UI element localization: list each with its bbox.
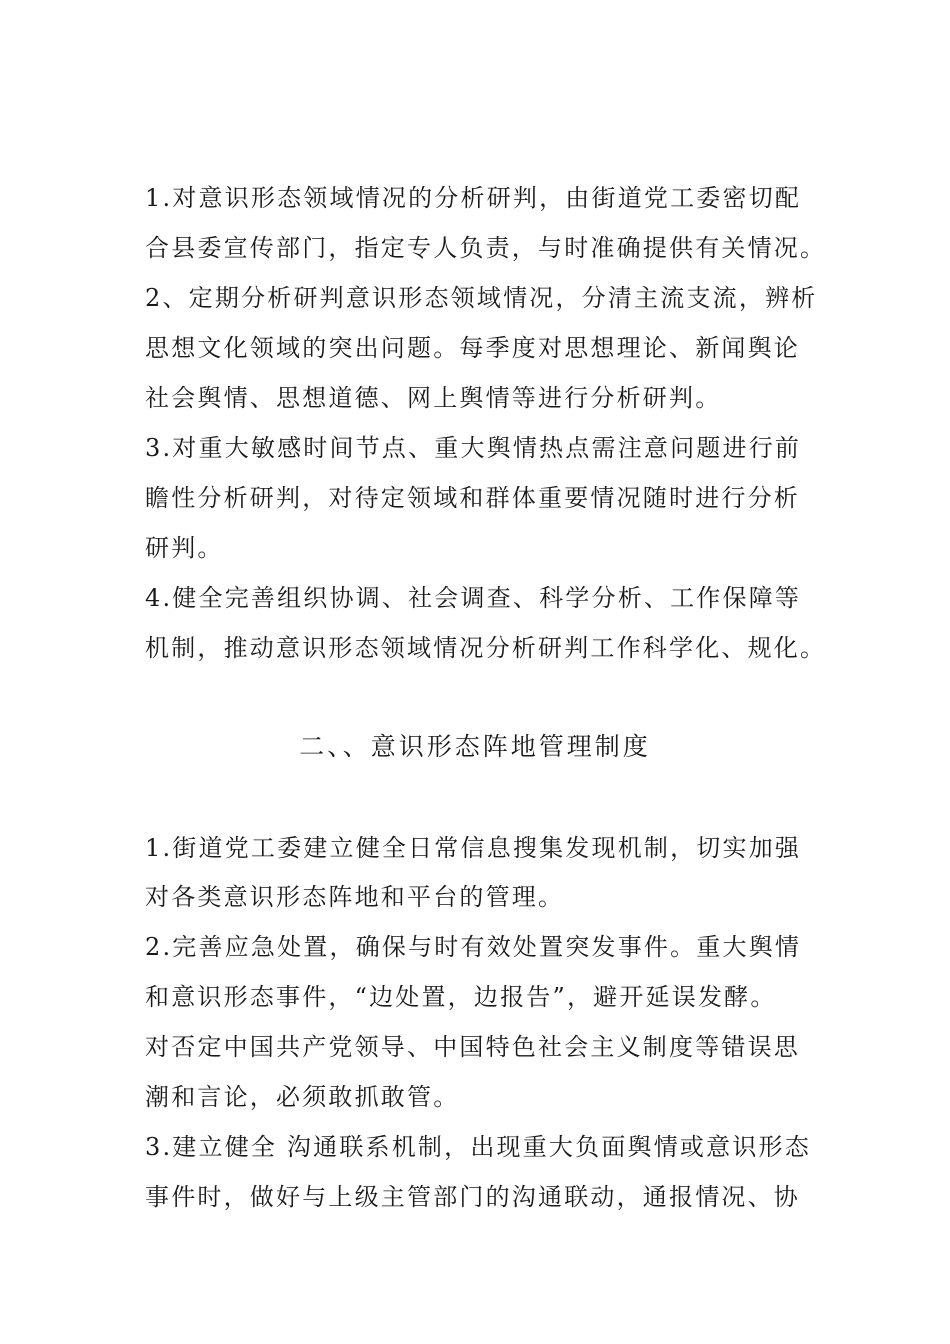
paragraph-line: 1.街道党工委建立健全日常信息搜集发现机制，切实加强 (145, 834, 802, 862)
paragraph-line: 机制，推动意识形态领域情况分析研判工作科学化、规化。 (145, 634, 827, 662)
paragraph-line: 3.对重大敏感时间节点、重大舆情热点需注意问题进行前 (145, 434, 802, 462)
paragraph-line: 合县委宣传部门，指定专人负责，与时准确提供有关情况。 (145, 234, 827, 262)
paragraph-line: 对否定中国共产党领导、中国特色社会主义制度等错误思 (145, 1033, 800, 1061)
paragraph-line: 思想文化领域的突出问题。每季度对思想理论、新闻舆论 (145, 334, 800, 362)
paragraph-line: 2、定期分析研判意识形态领域情况，分清主流支流，辨析 (145, 284, 818, 312)
paragraph-line: 潮和言论，必须敢抓敢管。 (145, 1083, 460, 1111)
paragraph-line: 研判。 (145, 534, 224, 562)
paragraph-line: 社会舆情、思想道德、网上舆情等进行分析研判。 (145, 384, 722, 412)
paragraph-line: 瞻性分析研判，对待定领域和群体重要情况随时进行分析 (145, 484, 800, 512)
paragraph-line: 1.对意识形态领域情况的分析研判，由街道党工委密切配 (145, 184, 802, 212)
paragraph-line: 事件时，做好与上级主管部门的沟通联动，通报情况、协 (145, 1183, 800, 1211)
paragraph-line: 3.建立健全 沟通联系机制，出现重大负面舆情或意识形态 (145, 1133, 811, 1161)
section-heading: 二、、意识形态阵地管理制度 (299, 732, 651, 761)
paragraph-line: 4.健全完善组织协调、社会调查、科学分析、工作保障等 (145, 584, 802, 612)
paragraph-line: 对各类意识形态阵地和平台的管理。 (145, 883, 565, 911)
paragraph-line: 和意识形态事件，“边处置，边报告”，避开延误发酵。 (145, 983, 777, 1011)
paragraph-line: 2.完善应急处置，确保与时有效处置突发事件。重大舆情 (145, 933, 802, 961)
